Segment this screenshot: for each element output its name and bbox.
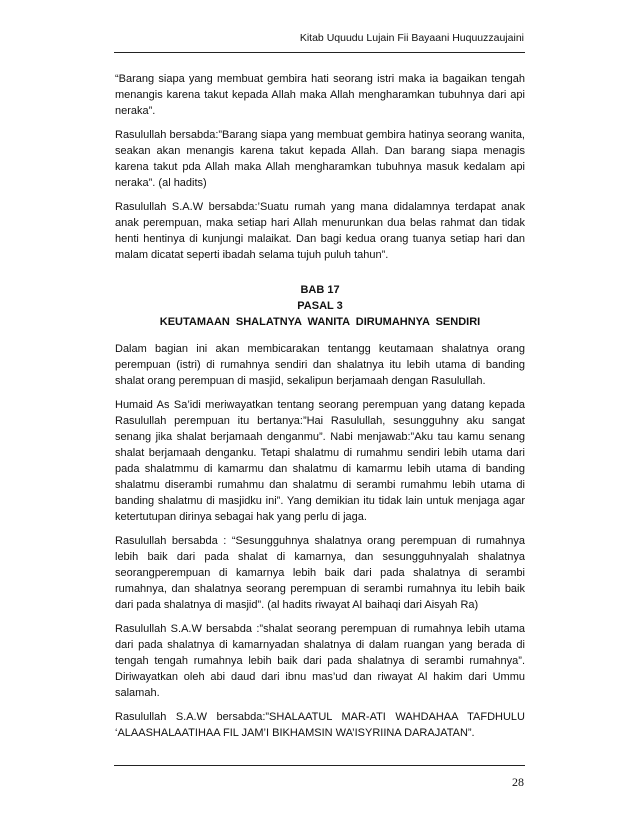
paragraph: Rasulullah bersabda:”Barang siapa yang membuat gembira hatinya seorang wanita, seakan akan menangis karena takut kepada Allah. Dan barang siapa menagis karena takut pda Allah maka Allah mengharamkan tubuhnya masuk kedalam api neraka”. (al hadits) (115, 129, 525, 189)
paragraph: Rasulullah S.A.W bersabda :”shalat seorang perempuan di rumahnya lebih utama dari pada shalatnya di kamarnyadan shalatnya di dalam ruangan yang berada di tengah tengah rumahnya lebih baik dari pada shalatnya di serambi rumahnya”. Diriwayatkan oleh abi daud dari ibnu mas’ud dan riwayat Al hakim dari Ummu salamah. (115, 623, 525, 699)
header-title: Kitab Uquudu Lujain Fii Bayaani Huquuzzaujaini (299, 32, 524, 44)
chapter-number: BAB 17 (300, 284, 340, 296)
chapter-heading (115, 282, 525, 330)
paragraph: Rasulullah S.A.W bersabda:’Suatu rumah yang mana didalamnya terdapat anak anak perempuan, maka setiap hari Allah menurunkan dua belas rahmat dan tidak henti hentinya di kunjungi malaikat. Dan bagi kedua orang tuanya setiap hari dan malam dicatat seperti ibadah selama tujuh puluh tahun”. (115, 201, 525, 261)
chapter-title: KEUTAMAAN SHALATNYA WANITA DIRUMAHNYA SENDIRI (159, 316, 481, 328)
footer-rule (114, 765, 525, 766)
paragraph: Rasulullah bersabda : “Sesungguhnya shalatnya orang perempuan di rumahnya lebih baik dari pada shalat di kamarnya, dan sesungguhnyalah shalatnya seorangperempuan di kamarnya lebih baik dari pada shalatnya di serambi rumahnya, dan shalatnya seorang perempuan di serambi rumahnya itu lebih baik dari pada shalatnya di masjid”. (al hadits riwayat Al baihaqi dari Aisyah Ra) (115, 535, 525, 611)
paragraph: Dalam bagian ini akan membicarakan tentangg keutamaan shalatnya orang perempuan (istri) di rumahnya sendiri dan shalatnya itu lebih utama di banding shalat orang perempuan di masjid, sekalipun berjamaah dengan Rasulullah. (115, 343, 525, 387)
paragraph: Humaid As Sa’idi meriwayatkan tentang seorang perempuan yang datang kepada Rasulullah perempuan itu bertanya:”Hai Rasulullah, sesungguhny aku sangat senang jika shalat berjamaah denganmu”. Nabi menjawab:”Aku tau kamu senang shalat berjamaah denganku. Tetapi shalatmu di rumahmu sendiri lebih utama dari pada shalatmmu di kamarmu dan shalatmu di kamarmu lebih utama di banding shalatmu diserambi rumahmu dan shalatmu di serambi rumahmu lebih utama di banding shalatmu di masjidku ini”. Yang demikian itu tidak lain untuk menjaga agar ketertutupan dirinya sebagai hak yang perlu di jaga. (115, 399, 525, 523)
paragraph: Rasulullah S.A.W bersabda:”SHALAATUL MAR-ATI WAHDAHAA TAFDHULU ‘ALAASHALAATIHAA FIL JAM’I BIKHAMSIN WA’ISYRIINA DARAJATAN”. (115, 711, 525, 739)
page-number: 28 (512, 775, 524, 789)
paragraph: “Barang siapa yang membuat gembira hati seorang istri maka ia bagaikan tengah menangis karena takut kepada Allah maka Allah mengharamkan tubuhnya dari api neraka”. (115, 73, 525, 117)
page-body (115, 71, 525, 741)
header-rule (114, 52, 525, 53)
section-number: PASAL 3 (297, 300, 343, 312)
page-header (0, 32, 638, 46)
